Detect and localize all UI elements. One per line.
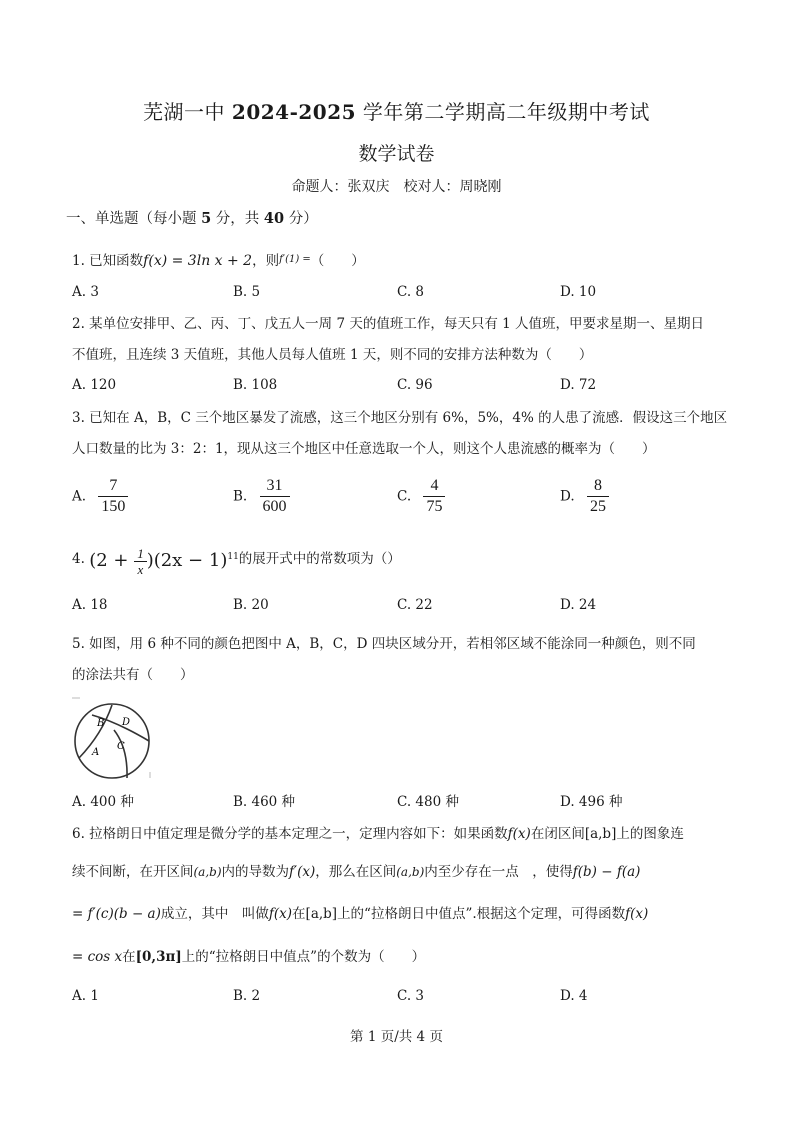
- q1-option-a: A. 3: [72, 284, 99, 300]
- q6-open-interval-2: (a,b): [396, 865, 425, 879]
- q6-fb-minus-fa: f(b) − f(a): [572, 864, 641, 880]
- q1-text-mid: ，则: [252, 253, 280, 269]
- q6-line1-post: 上的图象连: [616, 826, 684, 842]
- section-label-post: 分）: [284, 211, 318, 227]
- q3-option-d: [560, 476, 609, 517]
- q4-option-d: D. 24: [560, 597, 597, 613]
- section-points-each: 5: [201, 210, 212, 227]
- region-label-b: B: [97, 718, 105, 729]
- title-suffix: 学年第二学期高二年级期中考试: [356, 100, 650, 124]
- region-label-c: C: [117, 741, 125, 752]
- q4-option-c: C. 22: [397, 597, 433, 613]
- q3-d-num: 8: [587, 476, 609, 497]
- q3-option-b-label: B.: [233, 488, 248, 505]
- q6-line3-mid: 成立，其中 叫做: [160, 906, 269, 922]
- q6-option-a: A. 1: [72, 988, 99, 1004]
- q6-line4-mid: 在: [122, 949, 136, 965]
- arc-cd-boundary: [114, 730, 127, 778]
- q2-option-c: C. 96: [397, 377, 433, 393]
- q3-c-den: 75: [426, 498, 443, 515]
- q6-option-b: B. 2: [233, 988, 261, 1004]
- q6-line2-mid: 内的导数为: [221, 864, 290, 880]
- q6-line3-fx2: f(x): [625, 906, 649, 922]
- question-6-line-1: [72, 825, 684, 843]
- q1-option-b: B. 5: [233, 284, 261, 300]
- q6-line3-interval: [a,b]: [305, 906, 338, 922]
- q4-fraction: [134, 546, 147, 577]
- q3-option-c-label: C.: [397, 488, 412, 505]
- q3-option-b: [233, 476, 290, 517]
- q3-option-d-label: D.: [560, 488, 575, 505]
- q6-line4-post: 上的“拉格朗日中值点”的个数为（ ）: [181, 949, 426, 965]
- question-5-line-1: 5. 如图，用 6 种不同的颜色把图中 A，B，C，D 四块区域分开，若相邻区域不能涂同一种颜色，则不同: [72, 636, 696, 652]
- q6-line1-mid: 在闭区间: [530, 826, 585, 842]
- q1-option-c: C. 8: [397, 284, 425, 300]
- q5-option-a: A. 400 种: [72, 794, 134, 810]
- region-label-a: A: [92, 747, 100, 758]
- q6-line2-text: 续不间断，在开区间: [72, 864, 194, 880]
- q6-mvt-formula: = f′(c)(b − a): [72, 906, 161, 922]
- question-6-line-4: [72, 948, 425, 966]
- q3-option-a-fraction: [98, 476, 128, 517]
- q6-derivative: f′(x): [289, 864, 316, 880]
- q3-option-a-label: A.: [72, 488, 87, 505]
- q4-formula-a: (2 +: [89, 550, 135, 571]
- question-2-line-2: 不值班，且连续 3 天值班，其他人员每人值班 1 天，则不同的安排方法种数为（ ）: [72, 347, 593, 363]
- q2-option-d: D. 72: [560, 377, 597, 393]
- q2-option-b: B. 108: [233, 377, 278, 393]
- section-points-total: 40: [263, 210, 285, 227]
- q1-text: 1. 已知函数: [72, 253, 144, 269]
- exam-authors: 命题人：张双庆 校对人：周晓刚: [291, 179, 502, 195]
- q6-cos-formula: = cos x: [72, 949, 123, 965]
- q4-text: 的展开式中的常数项为（）: [238, 551, 401, 567]
- q1-formula2: f′(1) =: [279, 254, 311, 265]
- q6-fx: f(x): [507, 826, 531, 842]
- question-1-stem: [72, 251, 365, 270]
- section-label-pre: 一、单选题（每小题: [66, 211, 202, 227]
- q6-line1-text: 6. 拉格朗日中值定理是微分学的基本定理之一，定理内容如下：如果函数: [72, 826, 508, 842]
- q1-paren: （ ）: [310, 253, 365, 269]
- q4-exponent: 11: [227, 552, 239, 562]
- region-label-d: D: [122, 717, 131, 728]
- q3-option-b-fraction: [260, 476, 290, 517]
- question-2-line-1: 2. 某单位安排甲、乙、丙、丁、戊五人一周 7 天的值班工作，每天只有 1 人值班，甲要求星期一、星期日: [72, 316, 705, 332]
- section-heading: [66, 207, 318, 228]
- q3-a-num: 7: [98, 476, 128, 497]
- question-3-line-1: 3. 已知在 A，B，C 三个地区暴发了流感，这三个地区分别有 6%，5%，4% 的人患了流感．假设这三个地区: [72, 410, 728, 426]
- outer-circle: [75, 704, 149, 778]
- section-label-mid: 分，共: [211, 211, 264, 227]
- q3-b-num: 31: [260, 476, 290, 497]
- q6-closed-interval: [a,b]: [584, 826, 617, 842]
- q6-domain-interval: [0,3π]: [135, 949, 182, 965]
- q6-line2-mid2: ，那么在区间: [315, 864, 397, 880]
- q6-line3-fx: f(x): [268, 906, 293, 922]
- q6-line2-mid3: 内至少存在一点 ，使得: [424, 864, 573, 880]
- page-footer: 第 1 页/共 4 页: [350, 1029, 443, 1045]
- question-3-line-2: 人口数量的比为 3：2：1，现从这三个地区中任意选取一个人，则这个人患流感的概率为（ ）: [72, 441, 656, 457]
- question-5-line-2: 的涂法共有（ ）: [72, 667, 194, 683]
- title-year: 2024-2025: [231, 100, 357, 124]
- q6-line3-post: 上的“拉格朗日中值点”.根据这个定理，可得函数: [337, 906, 626, 922]
- q4-option-b: B. 20: [233, 597, 269, 613]
- q3-option-c: [397, 476, 445, 517]
- question-6-line-3: [72, 905, 648, 923]
- q5-option-d: D. 496 种: [560, 794, 623, 810]
- q4-option-a: A. 18: [72, 597, 108, 613]
- q4-formula-b: )(2x − 1): [146, 550, 228, 571]
- q1-option-d: D. 10: [560, 284, 597, 300]
- q5-option-b: B. 460 种: [233, 794, 296, 810]
- q4-frac-den: x: [137, 561, 144, 577]
- exam-title: [0, 96, 793, 125]
- q4-formula: [89, 545, 239, 577]
- q3-a-den: 150: [101, 498, 126, 515]
- q6-open-interval: (a,b): [193, 865, 222, 879]
- title-school: 芜湖一中: [143, 100, 232, 124]
- q3-d-den: 25: [589, 498, 606, 515]
- q3-option-c-fraction: [423, 476, 445, 517]
- q3-option-a: [72, 476, 128, 517]
- q6-option-d: D. 4: [560, 988, 588, 1004]
- q4-frac-num: 1: [134, 546, 147, 562]
- q1-formula: f(x) = 3ln x + 2: [143, 253, 253, 269]
- q5-region-figure: [70, 696, 154, 780]
- q4-number: 4.: [72, 551, 85, 567]
- question-4-stem: [72, 537, 401, 581]
- q3-b-den: 600: [262, 498, 287, 515]
- q6-line3-mid2: 在: [292, 906, 306, 922]
- q5-option-c: C. 480 种: [397, 794, 459, 810]
- q2-option-a: A. 120: [72, 377, 117, 393]
- q3-option-d-fraction: [587, 476, 609, 517]
- question-6-line-2: [72, 863, 640, 881]
- exam-subtitle: 数学试卷: [358, 143, 435, 165]
- q3-c-num: 4: [423, 476, 445, 497]
- q6-option-c: C. 3: [397, 988, 425, 1004]
